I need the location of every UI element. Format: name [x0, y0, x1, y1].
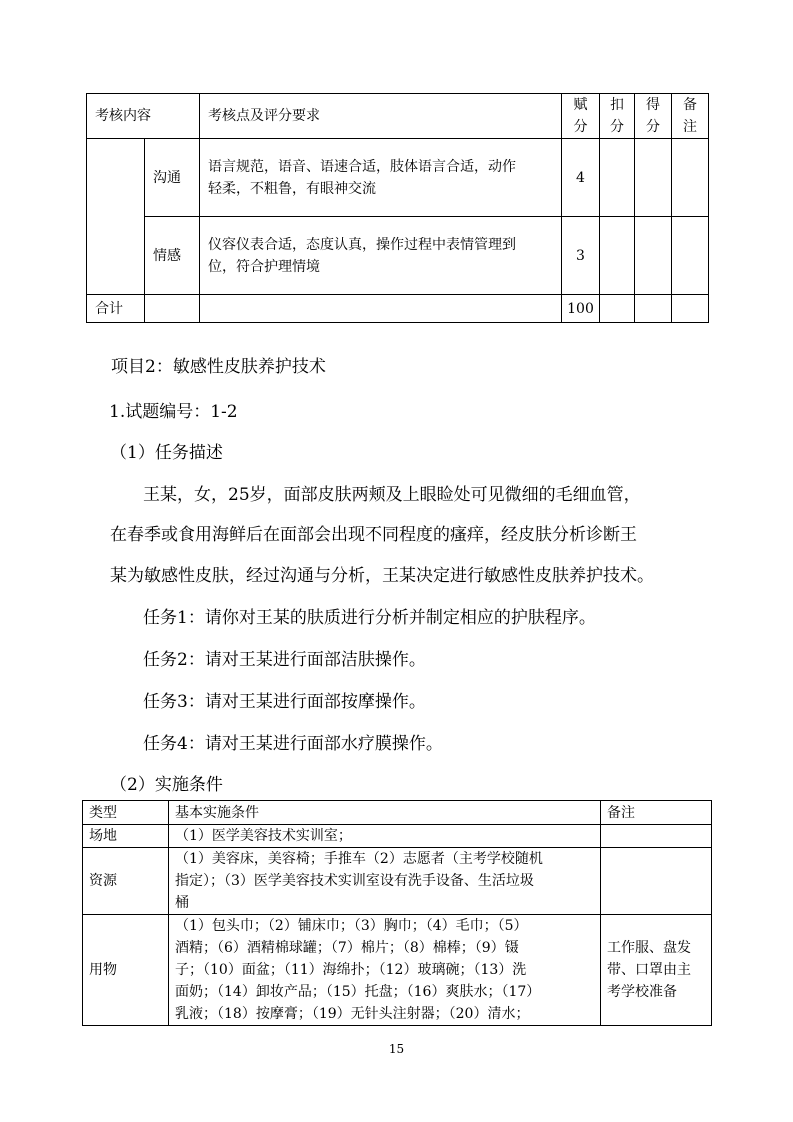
task-item: 任务3：请对王某进行面部按摩操作。 — [143, 692, 426, 712]
row-criteria: 仪容仪表合适，态度认真，操作过程中表情管理到 位，符合护理情境 — [200, 217, 562, 295]
row-note — [672, 217, 709, 295]
row-content: （1）医学美容技术实训室； — [169, 825, 601, 848]
task-item: 任务2：请对王某进行面部洁肤操作。 — [143, 650, 426, 670]
row-note: 工作服、盘发 带、口罩由主 考学校准备 — [601, 915, 712, 1026]
header-score: 赋 分 — [562, 94, 600, 139]
header-type: 类型 — [83, 801, 169, 825]
row-type: 用物 — [83, 915, 169, 1026]
paragraph-line: 王某，女，25岁，面部皮肤两颊及上眼睑处可见微细的毛细血管， — [143, 485, 641, 505]
header-get: 得 分 — [635, 94, 672, 139]
header-criteria: 考核点及评分要求 — [200, 94, 562, 139]
header-content: 考核内容 — [87, 94, 200, 139]
table-row — [87, 139, 709, 217]
row-score: 3 — [562, 217, 600, 295]
row-item: 情感 — [145, 217, 200, 295]
table-header-row — [87, 94, 709, 139]
paragraph-line: 某为敏感性皮肤，经过沟通与分析，王某决定进行敏感性皮肤养护技术。 — [110, 566, 654, 586]
header-basic: 基本实施条件 — [169, 801, 601, 825]
task-description-heading: （1）任务描述 — [110, 443, 223, 463]
row-deduct — [600, 217, 635, 295]
project-title: 项目2：敏感性皮肤养护技术 — [111, 357, 326, 377]
category-cell — [87, 139, 145, 295]
row-get — [635, 217, 672, 295]
header-note: 备注 — [601, 801, 712, 825]
table-row — [87, 217, 709, 295]
total-row — [87, 295, 709, 323]
table-header-row — [83, 801, 712, 825]
task-item: 任务4：请对王某进行面部水疗膜操作。 — [143, 734, 443, 754]
row-criteria: 语言规范，语音、语速合适，肢体语言合适，动作 轻柔，不粗鲁，有眼神交流 — [200, 139, 562, 217]
header-note: 备 注 — [672, 94, 709, 139]
conditions-heading: （2）实施条件 — [110, 775, 223, 795]
header-deduct: 扣 分 — [600, 94, 635, 139]
row-content: （1）美容床，美容椅；手推车（2）志愿者（主考学校随机 指定）；（3）医学美容技术实训室设有洗手设备、生活垃圾 桶 — [169, 848, 601, 915]
row-note — [601, 848, 712, 915]
table-row — [83, 848, 712, 915]
row-type: 场地 — [83, 825, 169, 848]
table-row — [83, 825, 712, 848]
row-item: 沟通 — [145, 139, 200, 217]
page-number: 15 — [388, 1042, 405, 1056]
row-get — [635, 139, 672, 217]
row-note — [601, 825, 712, 848]
row-content: （1）包头巾；（2）铺床巾；（3）胸巾；（4）毛巾；（5） 酒精；（6）酒精棉球罐；（7）棉片；（8）棉棒；（9）镊 子；（10）面盆；（11）海绵扑；（12）玻璃碗；（13）洗 面奶；（14）卸妆产品；（15）托盘；（16）爽肤水；（17） 乳液；（18）按摩膏；（19）无针头注射器；（20）清水； — [169, 915, 601, 1026]
row-deduct — [600, 139, 635, 217]
total-label: 合计 — [87, 295, 145, 323]
row-score: 4 — [562, 139, 600, 217]
total-score: 100 — [562, 295, 600, 323]
conditions-table — [82, 800, 712, 1026]
assessment-table — [86, 93, 709, 323]
row-type: 资源 — [83, 848, 169, 915]
table-row — [83, 915, 712, 1026]
paragraph-line: 在春季或食用海鲜后在面部会出现不同程度的瘙痒，经皮肤分析诊断王 — [110, 525, 637, 545]
question-number: 1.试题编号：1-2 — [109, 402, 238, 422]
row-note — [672, 139, 709, 217]
task-item: 任务1：请你对王某的肤质进行分析并制定相应的护肤程序。 — [143, 608, 596, 628]
